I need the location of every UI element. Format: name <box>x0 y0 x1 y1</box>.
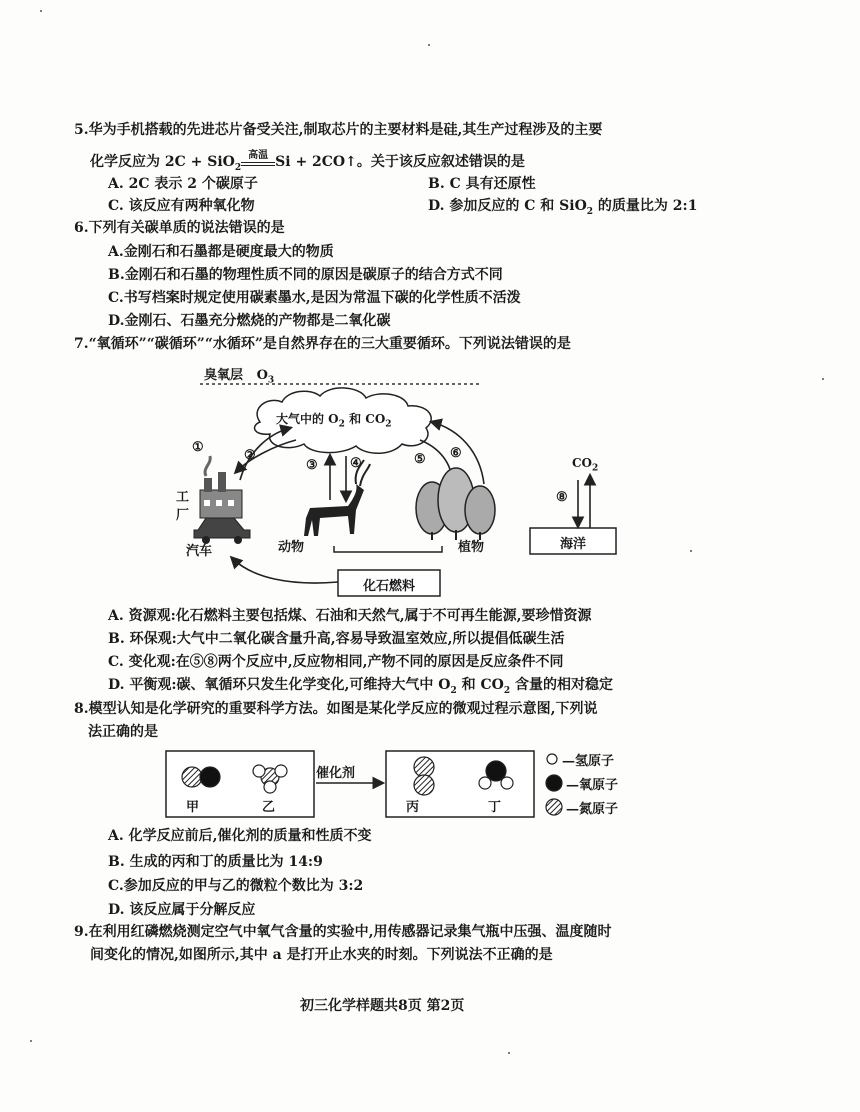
q7-option-c: C. 变化观:在⑤⑧两个反应中,反应物相同,产物不同的原因是反应条件不同 <box>108 654 564 670</box>
label-bing: 丙 <box>406 800 420 815</box>
q5-equation-suffix: Si + 2CO↑。关于该反应叙述错误的是 <box>275 154 525 170</box>
q5-d-suffix: 的质量比为 2:1 <box>593 198 698 214</box>
cloud-label <box>276 410 392 429</box>
legend-oxygen-icon <box>546 775 562 791</box>
q7-d-sub1: 2 <box>450 685 457 696</box>
q8-option-b: B. 生成的丙和丁的质量比为 14:9 <box>108 854 323 870</box>
animal-plant-bracket <box>334 546 442 552</box>
ozone-text: 臭氧层 <box>204 368 244 383</box>
label-n1: ① <box>192 440 204 455</box>
scan-speck <box>508 1052 510 1054</box>
cloud-sub1: 2 <box>338 419 345 430</box>
q5-equation-sub: 2 <box>234 162 242 173</box>
q7-d-suffix: 含量的相对稳定 <box>510 677 613 693</box>
label-ding: 丁 <box>488 800 502 815</box>
scan-speck <box>428 44 430 46</box>
arrow-fossil-to-car <box>232 558 338 583</box>
label-n4: ④ <box>350 456 362 471</box>
scan-speck <box>822 378 824 380</box>
q6-stem: 6.下列有关碳单质的说法错误的是 <box>74 220 285 236</box>
label-n5: ⑤ <box>414 452 426 467</box>
carbon-cycle-diagram <box>170 360 670 610</box>
label-n3: ③ <box>306 458 318 473</box>
q7-option-a: A. 资源观:化石燃料主要包括煤、石油和天然气,属于不可再生能源,要珍惜资源 <box>108 608 592 624</box>
label-yi: 乙 <box>262 800 276 815</box>
q5-d-sub: 2 <box>586 206 594 217</box>
q8-option-a: A. 化学反应前后,催化剂的质量和性质不变 <box>108 828 372 844</box>
scan-speck <box>40 10 42 12</box>
legend-nitrogen-icon <box>546 799 562 815</box>
scan-speck <box>690 550 692 552</box>
label-jia: 甲 <box>186 800 200 815</box>
q8-option-d: D. 该反应属于分解反应 <box>108 902 256 918</box>
label-n8: ⑧ <box>556 490 568 505</box>
q5-reaction-condition <box>241 150 275 166</box>
q5-equation-prefix: 化学反应为 2C + SiO <box>90 154 235 170</box>
q9-stem-line1: 9.在利用红磷燃烧测定空气中氧气含量的实验中,用传感器记录集气瓶中压强、温度随时 <box>74 924 612 940</box>
o3-sub: 3 <box>267 375 275 386</box>
q5-option-a: A. 2C 表示 2 个碳原子 <box>108 176 258 192</box>
q7-option-b: B. 环保观:大气中二氧化碳含量升高,容易导致温室效应,所以提倡低碳生活 <box>108 631 565 647</box>
q7-d-prefix: D. 平衡观:碳、氧循环只发生化学变化,可维持大气中 O <box>108 677 451 693</box>
cloud-sub2: 2 <box>385 419 392 430</box>
factory-icon <box>200 456 242 518</box>
q5-option-c: C. 该反应有两种氧化物 <box>108 198 255 214</box>
q5-d-prefix: D. 参加反应的 C 和 SiO <box>428 198 587 214</box>
co2-sub: 2 <box>592 463 599 474</box>
q6-option-c: C.书写档案时规定使用碳素墨水,是因为常温下碳的化学性质不活泼 <box>108 290 521 306</box>
q9-stem-line2: 间变化的情况,如图所示,其中 a 是打开止水夹的时刻。下列说法不正确的是 <box>90 947 553 963</box>
factory-label-2: 厂 <box>176 508 190 523</box>
q6-option-b: B.金刚石和石墨的物理性质不同的原因是碳原子的结合方式不同 <box>108 267 503 283</box>
co2-label <box>572 456 598 473</box>
q8-stem-line2: 法正确的是 <box>88 724 158 740</box>
q5-stem-line1: 5.华为手机搭载的先进芯片备受关注,制取芯片的主要材料是硅,其生产过程涉及的主要 <box>74 122 603 138</box>
label-n6: ⑥ <box>450 446 462 461</box>
ozone-layer-label <box>204 364 274 386</box>
catalyst-label: 催化剂 <box>316 766 356 781</box>
plant-label: 植物 <box>458 540 485 555</box>
page-footer: 初三化学样题共8页 第2页 <box>300 998 465 1014</box>
factory-label-1: 工 <box>176 490 190 505</box>
q5-option-b: B. C 具有还原性 <box>428 176 536 192</box>
co2-text: CO <box>572 456 593 470</box>
q6-option-d: D.金刚石、石墨充分燃烧的产物都是二氧化碳 <box>108 313 391 329</box>
q7-option-d <box>108 675 613 701</box>
cloud-mid: 和 CO <box>344 412 386 426</box>
q7-stem: 7.“氧循环”“碳循环”“水循环”是自然界存在的三大重要循环。下列说法错误的是 <box>74 336 571 352</box>
legend-hydrogen-label: —氢原子 <box>562 754 615 769</box>
legend-nitrogen-label: —氮原子 <box>566 802 619 817</box>
ocean-label: 海洋 <box>559 537 586 552</box>
label-n2: ② <box>244 448 256 463</box>
legend-oxygen-label: —氧原子 <box>566 778 619 793</box>
q7-d-mid: 和 CO <box>456 677 504 693</box>
q5-condition-label: 高温 <box>248 150 269 161</box>
q8-option-c: C.参加反应的甲与乙的微粒个数比为 3:2 <box>108 878 364 894</box>
legend-hydrogen-icon <box>547 754 557 764</box>
q8-stem-line1: 8.模型认知是化学研究的重要科学方法。如图是某化学反应的微观过程示意图,下列说 <box>74 701 598 717</box>
o3-text: O <box>256 368 268 383</box>
q6-option-a: A.金刚石和石墨都是硬度最大的物质 <box>108 244 334 260</box>
animal-label: 动物 <box>278 540 305 555</box>
scan-speck <box>30 1040 32 1042</box>
cloud-prefix: 大气中的 O <box>276 412 339 426</box>
fossil-fuel-label: 化石燃料 <box>362 579 415 594</box>
q5-option-d <box>428 196 697 222</box>
q7-d-sub2: 2 <box>503 685 511 696</box>
car-label: 汽车 <box>186 544 213 559</box>
